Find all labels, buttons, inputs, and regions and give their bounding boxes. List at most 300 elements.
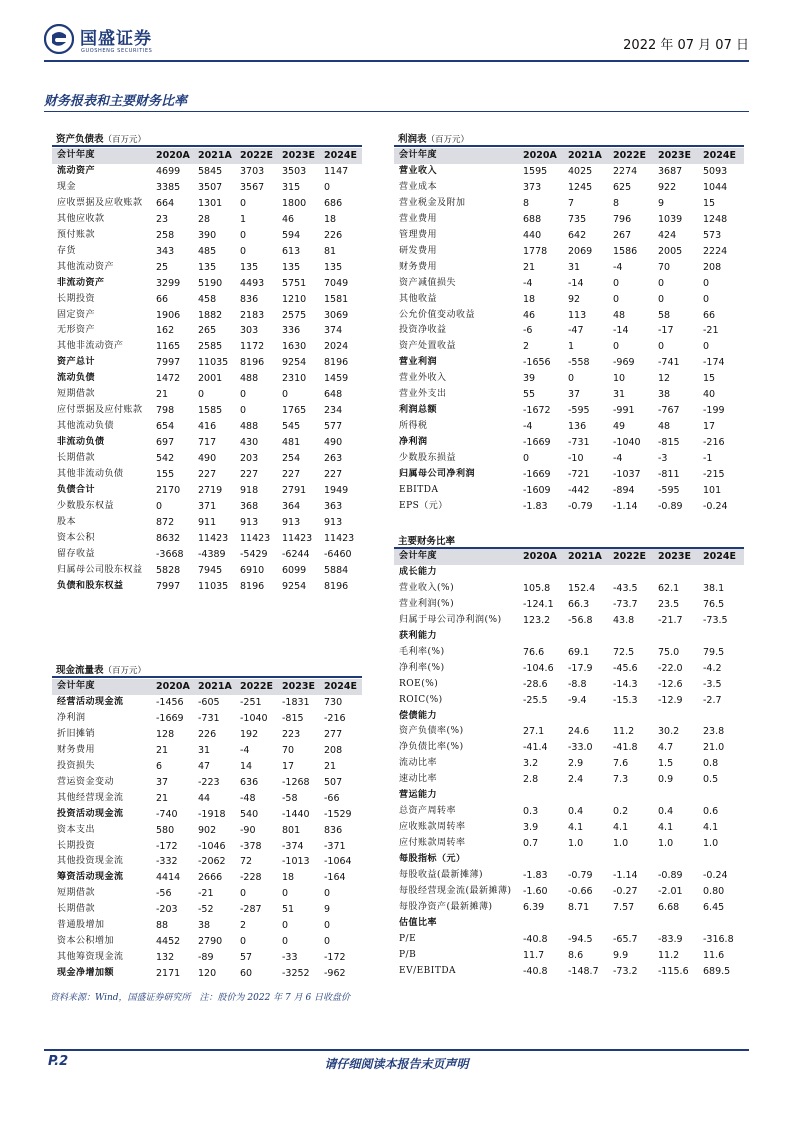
table-row <box>394 387 744 403</box>
value-cell: 717 <box>198 437 217 449</box>
value-cell: 0 <box>282 389 289 401</box>
value-cell: 48 <box>613 309 626 321</box>
section-row <box>394 852 744 868</box>
value-cell: 485 <box>198 245 217 257</box>
value-cell: 0 <box>658 341 665 353</box>
table-row <box>52 950 362 966</box>
value-cell: -316.8 <box>703 933 734 945</box>
value-cell: -4 <box>523 277 533 289</box>
row-label: P/B <box>399 949 417 960</box>
value-cell: 5845 <box>198 165 223 177</box>
table-row <box>52 276 362 292</box>
table-row <box>394 900 744 916</box>
value-cell: 7997 <box>156 580 181 592</box>
value-cell: 4452 <box>156 936 181 948</box>
table-row <box>394 276 744 292</box>
row-label: 资本公积增加 <box>57 936 115 947</box>
table-row <box>52 371 362 387</box>
value-cell: 7 <box>568 197 575 209</box>
row-label: 偿债能力 <box>399 710 438 721</box>
value-cell: 594 <box>282 229 301 241</box>
value-cell: 76.5 <box>703 598 725 610</box>
value-cell: -48 <box>240 792 256 804</box>
row-label: ROIC(%) <box>399 694 443 705</box>
value-cell: 69.1 <box>568 646 590 658</box>
value-cell: 0 <box>198 389 205 401</box>
row-label: 所得税 <box>399 421 428 432</box>
value-cell: -17 <box>658 325 674 337</box>
value-cell: 1044 <box>703 181 728 193</box>
value-cell: 155 <box>156 469 175 481</box>
value-cell: -1529 <box>324 808 352 820</box>
value-cell: 2.4 <box>568 774 584 786</box>
value-cell: 688 <box>523 213 542 225</box>
value-cell: -83.9 <box>658 933 683 945</box>
value-cell: 390 <box>198 229 217 241</box>
value-cell: -56.8 <box>568 614 593 626</box>
value-cell: 0 <box>240 245 247 257</box>
value-cell: 0.80 <box>703 886 725 898</box>
header-cell-year: 2022E <box>609 148 654 164</box>
balance-sheet-rule <box>52 145 362 147</box>
value-cell: 40 <box>703 389 716 401</box>
table-row <box>394 597 744 613</box>
value-cell: 2575 <box>282 309 307 321</box>
value-cell: 2791 <box>282 485 307 497</box>
value-cell: 0 <box>324 936 331 948</box>
section-title: 财务报表和主要财务比率 <box>44 94 188 109</box>
value-cell: 3.9 <box>523 822 539 834</box>
value-cell: -1040 <box>613 437 641 449</box>
value-cell: 0 <box>613 341 620 353</box>
value-cell: 5751 <box>282 277 307 289</box>
value-cell: 30.2 <box>658 726 680 738</box>
value-cell: 226 <box>324 229 343 241</box>
value-cell: 642 <box>568 229 587 241</box>
value-cell: 51 <box>282 904 295 916</box>
value-cell: 4.7 <box>658 742 674 754</box>
value-cell: -28.6 <box>523 678 548 690</box>
value-cell: 0 <box>523 453 530 465</box>
value-cell: 254 <box>282 453 301 465</box>
value-cell: 17 <box>282 760 295 772</box>
table-row <box>52 854 362 870</box>
value-cell: 120 <box>198 968 217 980</box>
table-row <box>394 581 744 597</box>
row-label: 估值比率 <box>399 917 438 928</box>
value-cell: 0.8 <box>703 758 719 770</box>
value-cell: -56 <box>156 888 172 900</box>
value-cell: 0 <box>613 277 620 289</box>
row-label: 负债和股东权益 <box>57 580 124 591</box>
value-cell: 263 <box>324 453 343 465</box>
value-cell: 8 <box>523 197 530 209</box>
value-cell: 72.5 <box>613 646 635 658</box>
value-cell <box>519 629 564 645</box>
value-cell: 7.3 <box>613 774 629 786</box>
row-label: 现金 <box>57 181 77 192</box>
table-row <box>394 244 744 260</box>
table-header-row <box>52 679 362 695</box>
value-cell: 363 <box>324 500 343 512</box>
value-cell: 23.8 <box>703 726 725 738</box>
table-row <box>394 180 744 196</box>
value-cell: 113 <box>568 309 587 321</box>
value-cell: 2069 <box>568 245 593 257</box>
table-row <box>394 772 744 788</box>
table-row <box>52 435 362 451</box>
row-label: 管理费用 <box>399 229 438 240</box>
value-cell: 39 <box>523 373 536 385</box>
value-cell: 28 <box>198 213 211 225</box>
row-label: 少数股东损益 <box>399 453 457 464</box>
value-cell: -40.8 <box>523 933 548 945</box>
value-cell: 368 <box>240 500 259 512</box>
value-cell: 9 <box>658 197 665 209</box>
value-cell: -14 <box>568 277 584 289</box>
row-label: 资本支出 <box>57 824 96 835</box>
income-statement-unit: （百万元） <box>426 135 470 145</box>
value-cell: -3252 <box>282 968 310 980</box>
logo-subtext: GUOSHENG SECURITIES <box>81 48 153 54</box>
row-label: 营运能力 <box>399 790 438 801</box>
value-cell: 490 <box>198 453 217 465</box>
value-cell: 3385 <box>156 181 181 193</box>
value-cell: 88 <box>156 920 169 932</box>
value-cell: -605 <box>198 696 220 708</box>
table-row <box>52 387 362 403</box>
value-cell: -371 <box>324 840 346 852</box>
value-cell <box>564 852 609 868</box>
table-row <box>394 884 744 900</box>
value-cell: -41.8 <box>613 742 638 754</box>
value-cell: 62.1 <box>658 582 680 594</box>
value-cell <box>564 709 609 725</box>
value-cell: 1 <box>240 213 247 225</box>
value-cell: 1248 <box>703 213 728 225</box>
value-cell: 7997 <box>156 357 181 369</box>
table-row <box>52 499 362 515</box>
row-label: 其他筹资现金流 <box>57 952 124 963</box>
value-cell: 6099 <box>282 564 307 576</box>
value-cell: -2062 <box>198 856 226 868</box>
header-divider <box>44 60 749 62</box>
value-cell: -14.3 <box>613 678 638 690</box>
value-cell: -1831 <box>282 696 310 708</box>
value-cell: 1906 <box>156 309 181 321</box>
value-cell: -1669 <box>523 437 551 449</box>
guosheng-logo-icon <box>44 24 74 54</box>
value-cell: 0 <box>282 920 289 932</box>
value-cell: 43.8 <box>613 614 635 626</box>
row-label: 应付票据及应付账款 <box>57 405 143 416</box>
value-cell: -52 <box>198 904 214 916</box>
row-label: 非流动负债 <box>57 437 105 448</box>
value-cell: -0.79 <box>568 870 593 882</box>
value-cell: 46 <box>282 213 295 225</box>
value-cell: 0 <box>240 389 247 401</box>
value-cell: 8196 <box>324 580 349 592</box>
value-cell: 836 <box>240 293 259 305</box>
table-row <box>52 918 362 934</box>
value-cell: 902 <box>198 824 217 836</box>
row-label: 少数股东权益 <box>57 500 115 511</box>
table-header-row <box>394 148 744 164</box>
value-cell: 481 <box>282 437 301 449</box>
value-cell: 1581 <box>324 293 349 305</box>
row-label: 研发费用 <box>399 245 438 256</box>
row-label: 应收账款周转率 <box>399 822 466 833</box>
row-label: 营业税金及附加 <box>399 197 466 208</box>
income-statement-rule <box>394 145 744 147</box>
value-cell: 2.8 <box>523 774 539 786</box>
value-cell: 208 <box>703 261 722 273</box>
row-label: 资产负债率(%) <box>399 726 464 737</box>
table-row <box>394 355 744 371</box>
value-cell: 79.5 <box>703 646 725 658</box>
row-label: 短期借款 <box>57 389 96 400</box>
value-cell: -1268 <box>282 776 310 788</box>
row-label: 每股指标（元） <box>399 854 466 865</box>
row-label: 折旧摊销 <box>57 728 96 739</box>
row-label: 其他经营现金流 <box>57 792 124 803</box>
logo-text: 国盛证券 <box>80 29 152 49</box>
row-label: 现金净增加额 <box>57 968 115 979</box>
value-cell: 542 <box>156 453 175 465</box>
value-cell <box>609 629 654 645</box>
section-row <box>394 916 744 932</box>
value-cell: 37 <box>156 776 169 788</box>
section-divider <box>44 111 749 112</box>
value-cell: 72 <box>240 856 253 868</box>
row-label: 存货 <box>57 245 77 256</box>
value-cell: -6460 <box>324 548 352 560</box>
row-label: 无形资产 <box>57 325 96 336</box>
value-cell: 0 <box>658 277 665 289</box>
value-cell: 6.39 <box>523 901 545 913</box>
row-label: 其他应收款 <box>57 213 105 224</box>
value-cell: 4493 <box>240 277 265 289</box>
value-cell: 836 <box>324 824 343 836</box>
value-cell <box>519 916 564 932</box>
value-cell: 128 <box>156 728 175 740</box>
table-row <box>394 693 744 709</box>
row-label: 总资产周转率 <box>399 806 457 817</box>
value-cell: 11.6 <box>703 949 725 961</box>
income-statement-title-text: 利润表 <box>398 134 427 145</box>
value-cell: -43.5 <box>613 582 638 594</box>
row-label: 其他投资现金流 <box>57 856 124 867</box>
value-cell: 277 <box>324 728 343 740</box>
value-cell: -1.83 <box>523 500 548 512</box>
value-cell: 0 <box>703 277 710 289</box>
value-cell: 613 <box>282 245 301 257</box>
value-cell <box>654 852 699 868</box>
value-cell: 488 <box>240 373 259 385</box>
value-cell: -0.27 <box>613 886 638 898</box>
value-cell: 364 <box>282 500 301 512</box>
value-cell: 5190 <box>198 277 223 289</box>
value-cell: -1.83 <box>523 870 548 882</box>
section-row <box>394 709 744 725</box>
value-cell: 0 <box>658 293 665 305</box>
table-row <box>394 419 744 435</box>
value-cell: 2.9 <box>568 758 584 770</box>
value-cell: -595 <box>658 485 680 497</box>
value-cell: -216 <box>324 712 346 724</box>
value-cell <box>519 788 564 804</box>
value-cell: -124.1 <box>523 598 554 610</box>
value-cell: 48 <box>658 421 671 433</box>
value-cell <box>519 565 564 581</box>
value-cell: -10 <box>568 453 584 465</box>
value-cell: 801 <box>282 824 301 836</box>
value-cell: 913 <box>282 516 301 528</box>
value-cell: 7049 <box>324 277 349 289</box>
value-cell: 4699 <box>156 165 181 177</box>
source-note: 资料来源：Wind，国盛证券研究所 注：股价为 2022 年 7 月 6 日收盘价 <box>50 993 351 1003</box>
value-cell: 7.6 <box>613 758 629 770</box>
table-row <box>394 756 744 772</box>
value-cell: -73.7 <box>613 598 638 610</box>
value-cell: 458 <box>198 293 217 305</box>
value-cell: -228 <box>240 872 262 884</box>
value-cell: -41.4 <box>523 742 548 754</box>
table-row <box>52 403 362 419</box>
value-cell: -215 <box>703 469 725 481</box>
value-cell <box>699 709 744 725</box>
table-row <box>52 886 362 902</box>
value-cell: -740 <box>156 808 178 820</box>
value-cell: 0 <box>324 181 331 193</box>
value-cell: 573 <box>703 229 722 241</box>
value-cell: 2719 <box>198 485 223 497</box>
value-cell <box>519 709 564 725</box>
table-row <box>52 515 362 531</box>
value-cell: 25 <box>156 261 169 273</box>
value-cell: 38.1 <box>703 582 725 594</box>
value-cell: 4414 <box>156 872 181 884</box>
table-row <box>52 579 362 595</box>
value-cell <box>654 916 699 932</box>
value-cell: -148.7 <box>568 965 599 977</box>
header-cell-year: 2022E <box>236 679 278 695</box>
value-cell: 1595 <box>523 165 548 177</box>
row-label: 营业费用 <box>399 213 438 224</box>
value-cell: -58 <box>282 792 298 804</box>
header-cell-year: 2020A <box>519 549 564 565</box>
table-row <box>394 228 744 244</box>
value-cell: -1.60 <box>523 886 548 898</box>
row-label: 投资活动现金流 <box>57 808 124 819</box>
value-cell: 303 <box>240 325 259 337</box>
header-cell-year: 2024E <box>699 549 744 565</box>
value-cell: 11.2 <box>613 726 635 738</box>
value-cell: -1669 <box>156 712 184 724</box>
value-cell: -216 <box>703 437 725 449</box>
value-cell: 227 <box>324 469 343 481</box>
value-cell <box>699 916 744 932</box>
value-cell: 11423 <box>240 532 271 544</box>
table-row <box>394 467 744 483</box>
value-cell: 371 <box>198 500 217 512</box>
value-cell: 796 <box>613 213 632 225</box>
value-cell: 11423 <box>282 532 313 544</box>
value-cell: 75.0 <box>658 646 680 658</box>
row-label: 普通股增加 <box>57 920 105 931</box>
value-cell: -4.2 <box>703 662 722 674</box>
value-cell: 343 <box>156 245 175 257</box>
value-cell: 315 <box>282 181 301 193</box>
row-label: 流动比率 <box>399 758 438 769</box>
value-cell: 0 <box>240 405 247 417</box>
value-cell: 227 <box>282 469 301 481</box>
table-row <box>394 323 744 339</box>
value-cell: 7945 <box>198 564 223 576</box>
value-cell: 70 <box>282 744 295 756</box>
value-cell: 730 <box>324 696 343 708</box>
value-cell: 6 <box>156 760 163 772</box>
value-cell: 227 <box>240 469 259 481</box>
value-cell: 23.5 <box>658 598 680 610</box>
value-cell: 66 <box>703 309 716 321</box>
page-number: P.2 <box>48 1054 69 1069</box>
table-row <box>52 292 362 308</box>
value-cell: 1882 <box>198 309 223 321</box>
section-row <box>394 788 744 804</box>
value-cell <box>654 709 699 725</box>
table-header-row <box>394 549 744 565</box>
value-cell: 5828 <box>156 564 181 576</box>
balance-sheet-unit: （百万元） <box>103 135 147 145</box>
header-cell-year: 2021A <box>564 549 609 565</box>
value-cell: -991 <box>613 405 635 417</box>
header-cell-year-label: 会计年度 <box>52 679 152 695</box>
row-label: 利润总额 <box>399 405 438 416</box>
row-label: 资产总计 <box>57 357 96 368</box>
value-cell <box>699 788 744 804</box>
value-cell: 8196 <box>324 357 349 369</box>
value-cell: 0 <box>240 229 247 241</box>
value-cell: 686 <box>324 197 343 209</box>
row-label: 公允价值变动收益 <box>399 309 476 320</box>
value-cell: -174 <box>703 357 725 369</box>
value-cell: 135 <box>240 261 259 273</box>
value-cell: 430 <box>240 437 259 449</box>
footer-disclaimer: 请仔细阅读本报告末页声明 <box>324 1057 469 1071</box>
row-label: 营业外支出 <box>399 389 447 400</box>
row-label: EPS（元） <box>399 500 448 511</box>
header-cell-year: 2023E <box>278 679 320 695</box>
table-row <box>394 212 744 228</box>
value-cell: 0 <box>240 936 247 948</box>
value-cell: -21 <box>198 888 214 900</box>
value-cell: -172 <box>156 840 178 852</box>
value-cell: -1669 <box>523 469 551 481</box>
value-cell: 162 <box>156 325 175 337</box>
value-cell: 1.0 <box>613 838 629 850</box>
value-cell: 0.4 <box>658 806 674 818</box>
value-cell: 6.68 <box>658 901 680 913</box>
cash-flow-unit: （百万元） <box>103 666 147 676</box>
value-cell: -73.5 <box>703 614 728 626</box>
value-cell: 21 <box>156 792 169 804</box>
value-cell: 11035 <box>198 580 229 592</box>
header-cell-year-label: 会计年度 <box>394 148 519 164</box>
value-cell: -558 <box>568 357 590 369</box>
value-cell: 1800 <box>282 197 307 209</box>
header-cell-year-label: 会计年度 <box>52 148 152 164</box>
